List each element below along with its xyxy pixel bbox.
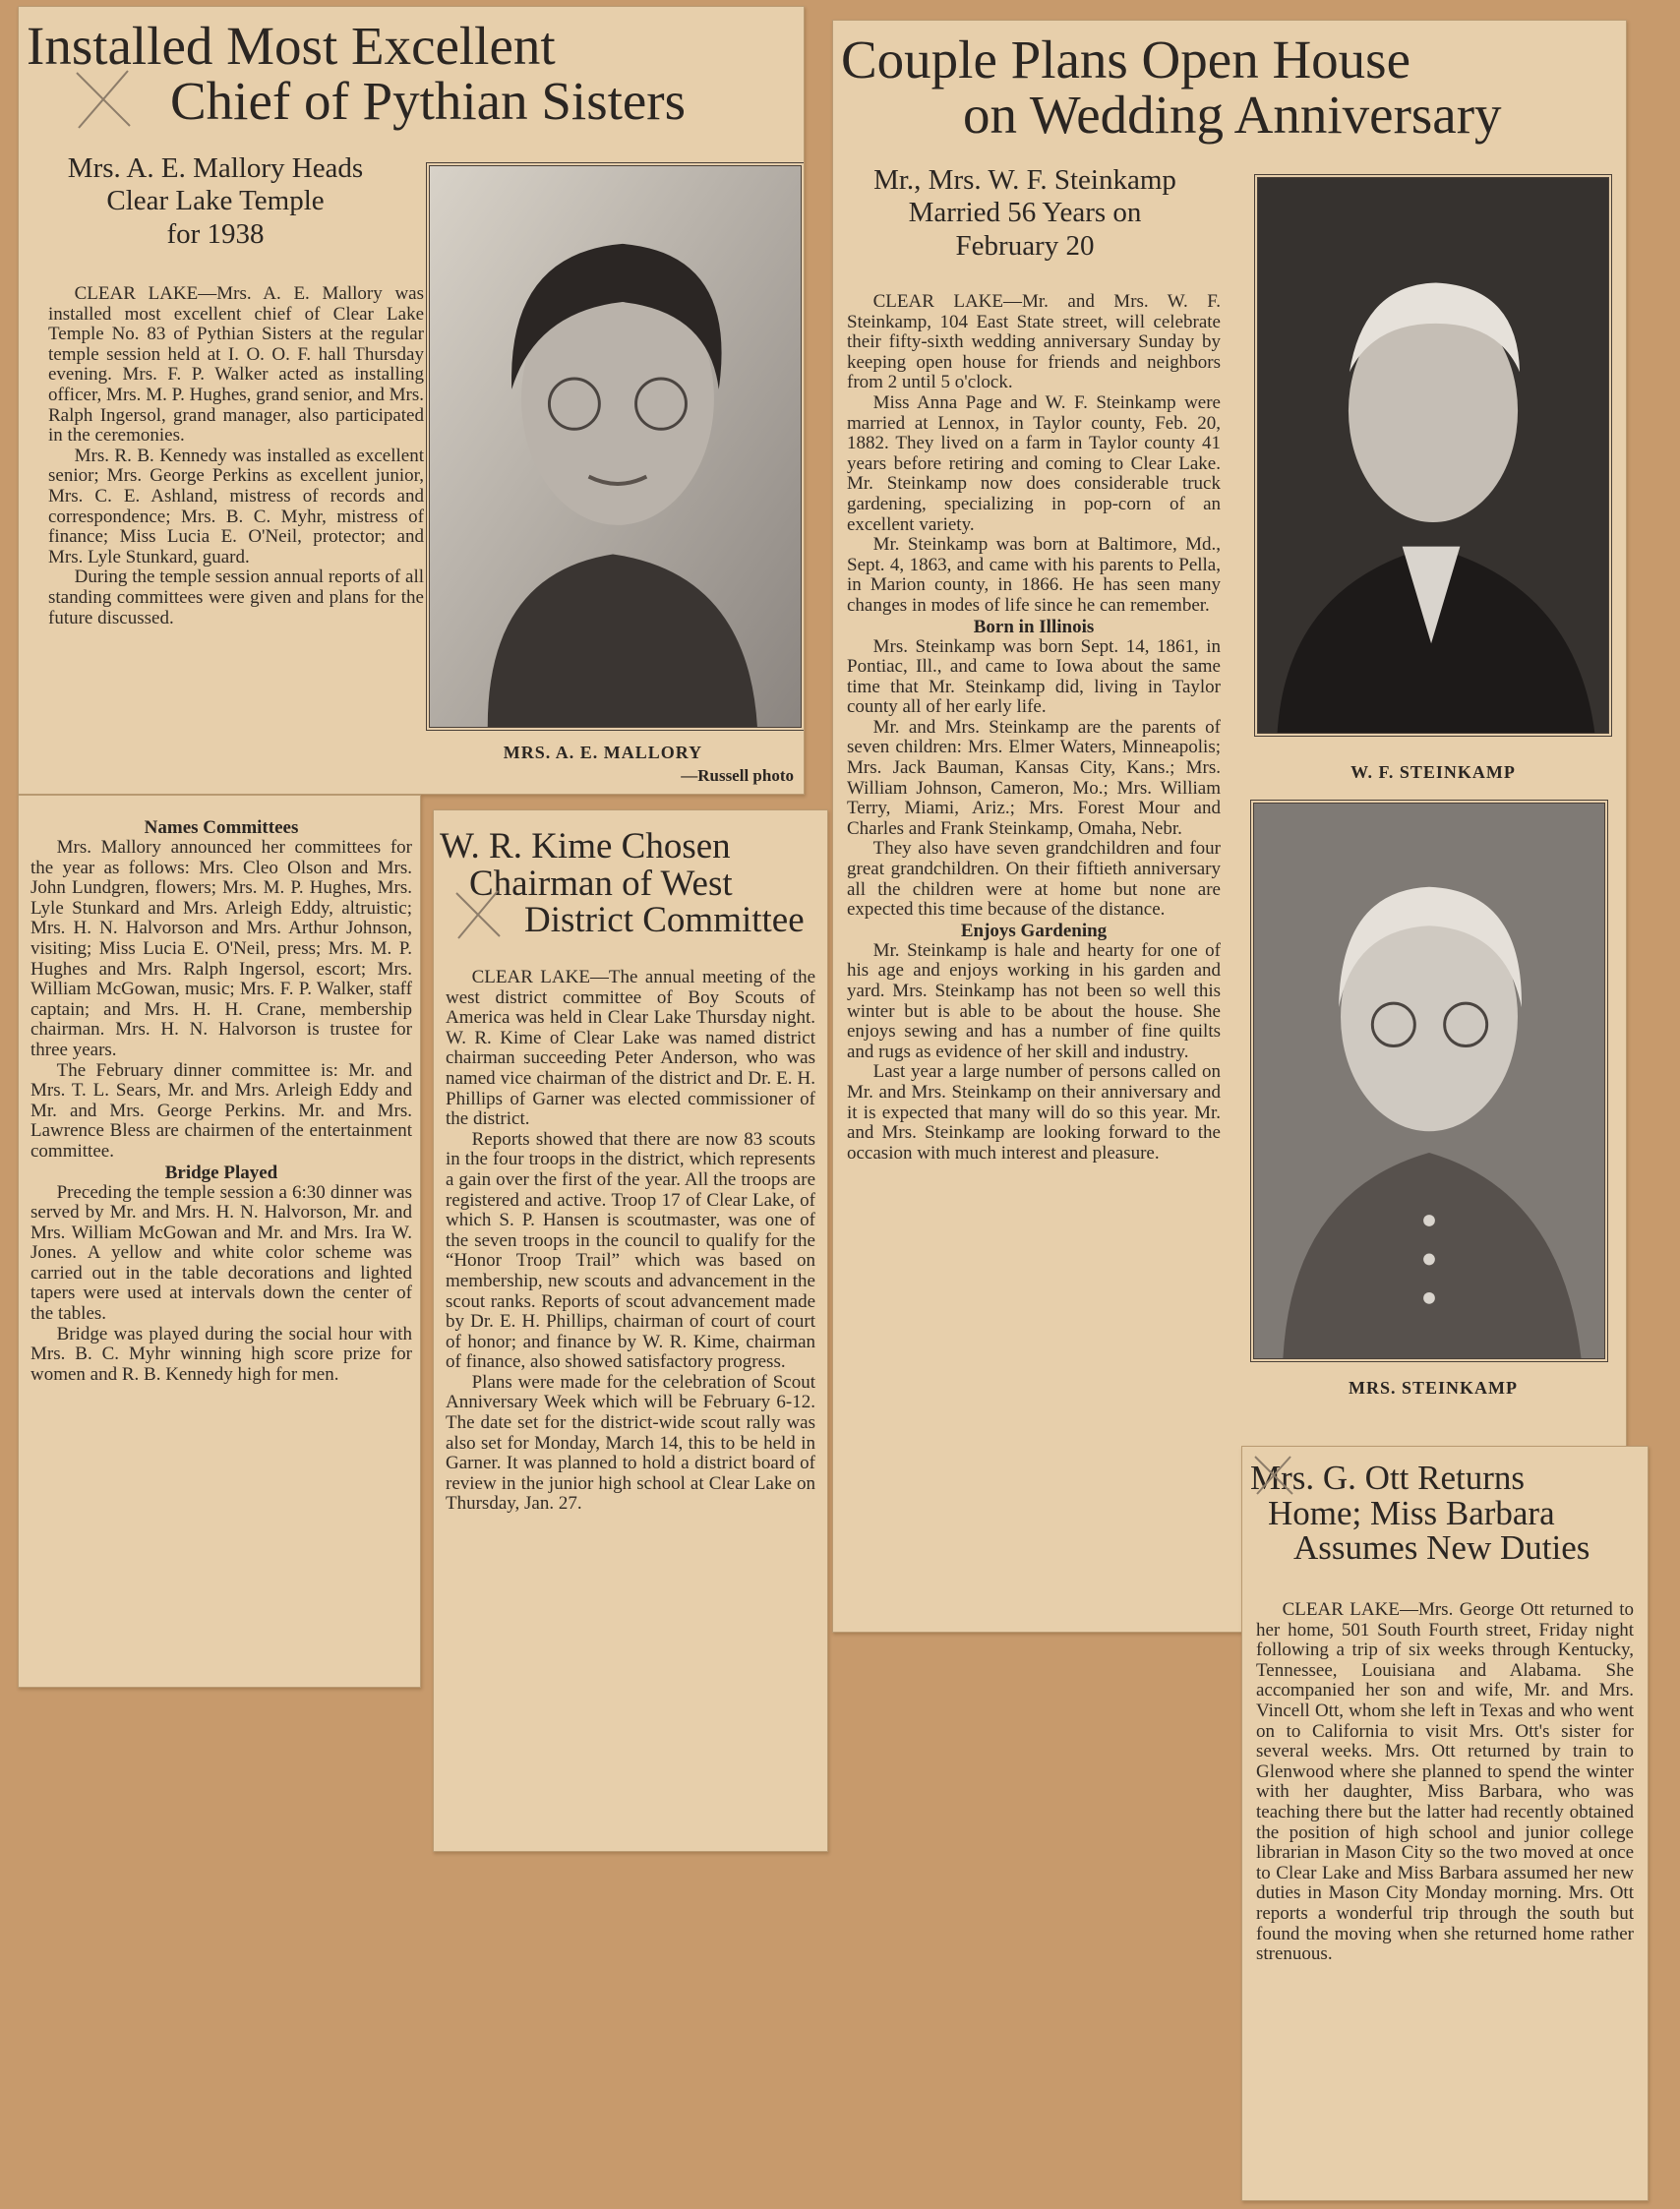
steinkamp-paragraph: CLEAR LAKE—Mr. and Mrs. W. F. Steinkamp, 104 East State street, will celebrate their fifty-sixth wedding anniversary Sunday by keeping open house for friends and neighbors from 2 until 5 o'clock. [847,291,1221,393]
kime-clipping [433,809,828,1852]
ott-headline [1242,1447,1648,1566]
mallory-paragraph: The February dinner committee is: Mr. and Mrs. T. L. Sears, Mr. and Mrs. Arleigh Eddy and Mr. and Mrs. George Perkins. Mr. and Mrs. Lawrence Bless are chairmen of the entertainment committee. [30,1059,412,1162]
steinkamp-paragraph: They also have seven grandchildren and four great grandchildren. On their fiftieth anniversary all the children were at home but none are expected this time because of the distance. [847,838,1221,921]
w-f-steinkamp-photo [1254,174,1612,737]
mallory-photo [426,162,805,731]
mallory-subhead-names-committees: Names Committees [144,817,299,838]
ott-headline-line2: Home; Miss Barbara [1268,1493,1555,1532]
portrait-man-icon [1258,178,1608,733]
kime-paragraph: Plans were made for the celebration of Scout Anniversary Week which will be February 6-12. The date set for the district-wide scout rally was also set for Monday, March 14, this to be held in Garner. It was planned to hold a district board of review in the junior high school at Clear Lake on Thursday, Jan. 27. [446,1371,815,1515]
mallory-photo-caption: MRS. A. E. MALLORY [503,743,703,762]
steinkamp-paragraph: Mr. Steinkamp was born at Baltimore, Md., Sept. 4, 1863, and came with his parents to Pella, in Marion county, in 1866. He has seen many changes in modes of life since he can remember. [847,534,1221,616]
mallory-paragraph: Mrs. R. B. Kennedy was installed as excellent senior; Mrs. George Perkins as excellent junior, Mrs. C. E. Ashland, mistress of records and correspondence; Mrs. B. C. Myhr, mistress of finance; Miss Lucia E. O'Neil, protector; and Mrs. Lyle Stunkard, guard. [48,445,424,567]
steinkamp-subhead [833,164,1217,263]
mallory-subhead-line1: Mrs. A. E. Mallory Heads [67,152,364,184]
mallory-headline [19,7,804,132]
steinkamp-paragraph: Mr. and Mrs. Steinkamp are the parents of seven children: Mrs. Elmer Waters, Minneapolis; Mrs. Jack Bauman, Kansas City, Kans.; Mrs. William Johnson, Cameron, Mo.; Mrs. William Terry, Miami, Ariz.; Mrs. Forest Mour and Charles and Frank Steinkamp, Omaha, Nebr. [847,716,1221,839]
steinkamp-paragraph: Mrs. Steinkamp was born Sept. 14, 1861, in Pontiac, Ill., and came to Iowa about the same time that Mr. Steinkamp did, living in Taylor county all of her early life. [847,635,1221,718]
mallory-continuation [18,795,421,1688]
kime-headline [434,810,827,939]
mallory-subhead-line3: for 1938 [166,217,265,250]
kime-paragraph: Reports showed that there are now 83 scouts in the four troops in the district, which represents a gain over the first of the year. All the troops are registered and active. Troop 17 of Clear Lake, of which S. P. Hansen is scoutmaster, was one of the seven troops in the council to qualify for the “Honor Troop Trail” which was based on membership, new scouts and advancement in the scout ranks. Reports of scout advancement made by Dr. E. H. Phillips, chairman of court of court of honor; and finance by W. R. Kime, chairman of finance, also showed satisfactory progress. [446,1128,815,1373]
ott-clipping [1241,1446,1649,2201]
portrait-woman-icon [430,166,801,727]
mallory-photo-credit: —Russell photo [681,766,794,785]
mallory-clipping [18,6,805,795]
mrs-steinkamp-caption: MRS. STEINKAMP [1348,1378,1518,1398]
kime-paragraph: CLEAR LAKE—The annual meeting of the west district committee of Boy Scouts of America was held in Clear Lake Thursday night. W. R. Kime of Clear Lake was named district chairman succeeding Peter Anderson, who was named vice chairman of the district and Dr. E. H. Phillips of Garner was elected commissioner of the district. [446,967,815,1130]
ott-paragraph: CLEAR LAKE—Mrs. George Ott returned to her home, 501 South Fourth street, Friday night following a trip of six weeks through Kentucky, Tennessee, Louisiana and Alabama. She accompanied her son and wife, Mr. and Mrs. Vincell Ott, whom she left in Texas and who went on to California to visit Mrs. Ott's sister for several weeks. Mrs. Ott returned by train to Glenwood where she planned to spend the winter with her daughter, Miss Barbara, who was teaching there but the latter had recently obtained the position of high school and junior college librarian in Mason City so the two moved at once to Clear Lake and Miss Barbara assumed her new duties in Mason City Monday morning. Mrs. Ott reports a wonderful trip through the south but found the moving when she returned home rather strenuous. [1256,1599,1634,1965]
mallory-headline-line2: Chief of Pythian Sisters [170,71,687,132]
kime-headline-line3: District Committee [524,900,805,941]
steinkamp-subhead-line2: Married 56 Years on [908,197,1142,229]
mallory-headline-line1: Installed Most Excellent [27,16,556,76]
steinkamp-headline-line2: on Wedding Anniversary [963,85,1502,146]
ott-headline-line1: Mrs. G. Ott Returns [1250,1459,1526,1497]
steinkamp-subhead-born-in-illinois: Born in Illinois [973,616,1095,637]
steinkamp-headline [833,21,1626,146]
kime-headline-line1: W. R. Kime Chosen [440,826,731,866]
mallory-paragraph: Preceding the temple session a 6:30 dinner was served by Mr. and Mrs. H. N. Halvorson, Mr. and Mrs. William McGowan and Mr. and Mrs. Ira W. Jones. A yellow and white color scheme was carried out in the table decorations and lighted tapers were used at intervals down the center of the tables. [30,1181,412,1325]
steinkamp-paragraph: Mr. Steinkamp is hale and hearty for one of his age and enjoys working in his garden and yard. Mrs. Steinkamp has not been so well this winter but is able to be about the house. She enjoys sewing and has a number of fine quilts and rugs as evidence of her skill and industry. [847,939,1221,1062]
mallory-subhead-line2: Clear Lake Temple [106,185,325,217]
steinkamp-body [847,292,1221,1164]
kime-headline-line2: Chairman of West [469,863,733,904]
mallory-paragraph: During the temple session annual reports of all standing committees were given and plans for the future discussed. [48,567,424,628]
steinkamp-headline-line1: Couple Plans Open House [841,30,1410,90]
mallory-paragraph: Mrs. Mallory announced her committees for the year as follows: Mrs. Cleo Olson and Mrs. John Lundgren, flowers; Mrs. M. P. Hughes, Mrs. Lyle Stunkard and Mrs. Arleigh Eddy, altruistic; Mrs. H. N. Halvorson and Mrs. Arthur Johnson, visiting; Miss Lucia E. O'Neil, press; Mrs. M. P. Hughes and Mrs. Ralph Ingersol, escort; Mrs. William McGowan, music; Mrs. F. P. Walker, staff captain; and Mrs. H. H. Crane, membership chairman. Mrs. H. N. Halvorson is trustee for three years. [30,837,412,1060]
mallory-body-top [48,284,424,628]
mallory-paragraph: CLEAR LAKE—Mrs. A. E. Mallory was installed most excellent chief of Clear Lake Temple No. 83 of Pythian Sisters at the regular temple session held at I. O. O. F. hall Thursday evening. Mrs. F. P. Walker acted as installing officer, Mrs. M. P. Hughes, grand senior, and Mrs. Ralph Ingersol, grand manager, also participated in the ceremonies. [48,283,424,447]
kime-body [446,968,815,1515]
ott-body [1256,1600,1634,1965]
steinkamp-paragraph: Last year a large number of persons called on Mr. and Mrs. Steinkamp on their anniversary and it is expected that many will do so this year. Mr. and Mrs. Steinkamp are looking forward to the occasion with much interest and pleasure. [847,1061,1221,1164]
steinkamp-paragraph: Miss Anna Page and W. F. Steinkamp were married at Lennox, in Taylor county, Feb. 20, 1882. They lived on a farm in Taylor county 41 years before retiring and coming to Clear Lake. Mr. Steinkamp now does considerable truck gardening, specializing in pop-corn of an excellent variety. [847,391,1221,535]
mallory-subhead-bridge-played: Bridge Played [164,1162,278,1183]
mallory-subhead [19,152,412,251]
ott-headline-line3: Assumes New Duties [1293,1528,1590,1568]
steinkamp-clipping [832,20,1627,1633]
mallory-paragraph: Bridge was played during the social hour with Mrs. B. C. Myhr winning high score prize for women and R. B. Kennedy high for men. [30,1323,412,1385]
steinkamp-subhead-line1: Mr., Mrs. W. F. Steinkamp [873,164,1176,196]
steinkamp-subhead-line3: February 20 [955,229,1095,262]
mrs-steinkamp-photo [1250,800,1608,1362]
steinkamp-subhead-enjoys-gardening: Enjoys Gardening [960,920,1108,941]
portrait-woman-icon [1254,804,1604,1358]
w-f-steinkamp-caption: W. F. STEINKAMP [1350,762,1516,782]
